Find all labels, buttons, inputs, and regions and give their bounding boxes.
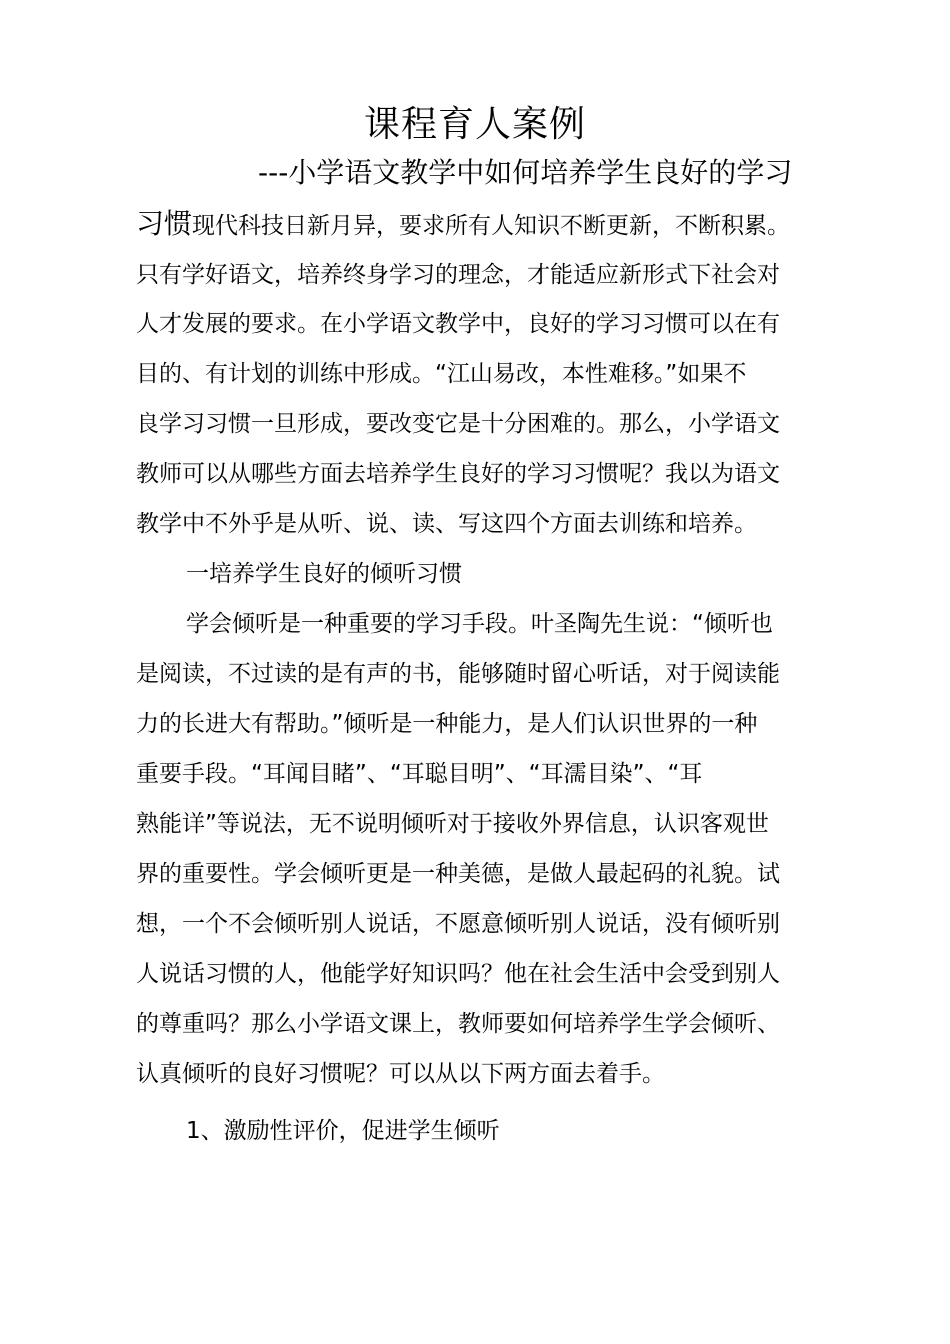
paragraph-line: 熟能详”等说法，无不说明倾听对于接收外界信息，认识客观世 (136, 811, 769, 837)
paragraph-line: 想，一个不会倾听别人说话，不愿意倾听别人说话，没有倾听别 (136, 911, 780, 937)
paragraph-line: 的尊重吗？那么小学语文课上，教师要如何培养学生学会倾听、 (136, 1011, 780, 1037)
document-title: 课程育人案例 (363, 104, 586, 145)
paragraph-line: 教学中不外乎是从听、说、读、写这四个方面去训练和培养。 (136, 511, 757, 537)
paragraph-line: 是阅读，不过读的是有声的书，能够随时留心听话，对于阅读能 (136, 661, 780, 687)
paragraph-line (136, 207, 790, 243)
paragraph-line: 目的、有计划的训练中形成。“江山易改，本性难移。”如果不 (136, 361, 747, 387)
document-subtitle: ---小学语文教学中如何培养学生良好的学习 (258, 156, 793, 189)
subtitle-continuation: 习惯 (136, 207, 193, 240)
paragraph-line: 只有学好语文，培养终身学习的理念，才能适应新形式下社会对 (136, 262, 780, 288)
paragraph-line: 人才发展的要求。在小学语文教学中，良好的学习习惯可以在有 (136, 311, 780, 337)
section-heading: 一培养学生良好的倾听习惯 (186, 561, 462, 587)
paragraph-text: 现代科技日新月异，要求所有人知识不断更新，不断积累。 (192, 213, 791, 239)
paragraph-line: 认真倾听的良好习惯呢？可以从以下两方面去着手。 (136, 1061, 665, 1087)
paragraph-line: 重要手段。“耳闻目睹”、“耳聪目明”、“耳濡目染”、“耳 (136, 761, 703, 787)
paragraph-line: 界的重要性。学会倾听更是一种美德，是做人最起码的礼貌。试 (136, 861, 780, 887)
paragraph-line: 良学习习惯一旦形成，要改变它是十分困难的。那么，小学语文 (136, 411, 780, 437)
paragraph-line: 教师可以从哪些方面去培养学生良好的学习习惯呢？我以为语文 (136, 461, 780, 487)
paragraph-line: 人说话习惯的人，他能学好知识吗？他在社会生活中会受到别人 (136, 961, 780, 987)
paragraph-line: 学会倾听是一种重要的学习手段。叶圣陶先生说：“倾听也 (186, 611, 773, 637)
subsection-heading: 1、激励性评价，促进学生倾听 (186, 1118, 500, 1144)
paragraph-line: 力的长进大有帮助。”倾听是一种能力，是人们认识世界的一种 (136, 711, 758, 737)
